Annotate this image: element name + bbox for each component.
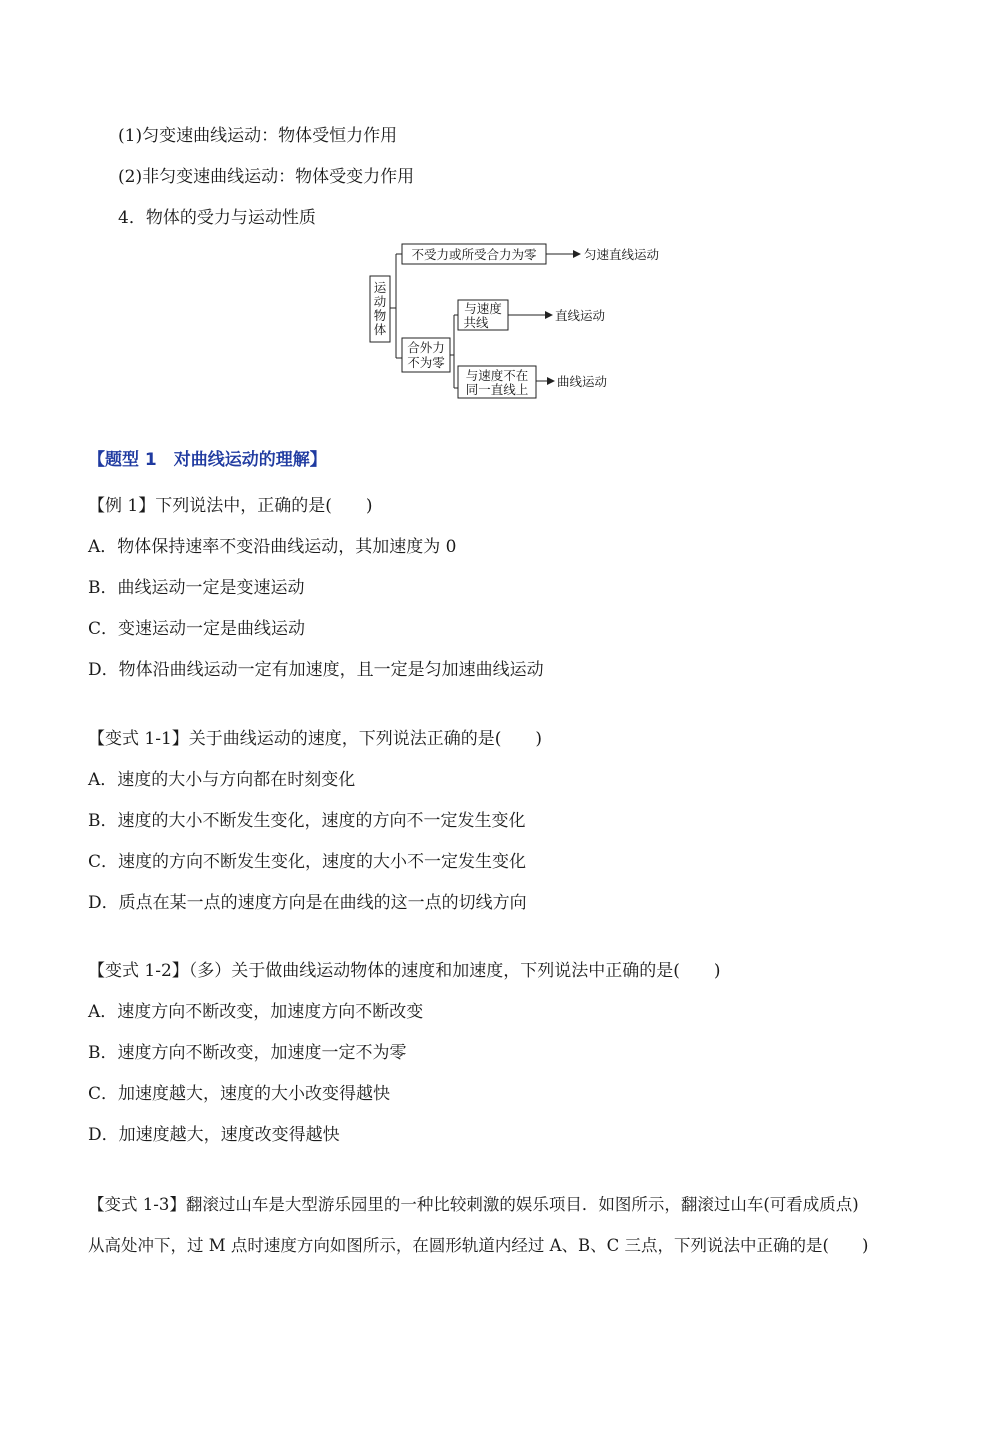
diagram-branch-nonzero-line-2: 不为零	[407, 355, 445, 370]
option-c: C．速度的方向不断发生变化，速度的大小不一定发生变化	[88, 852, 527, 872]
option-a: A．速度方向不断改变，加速度方向不断改变	[88, 1002, 424, 1022]
diagram-root-char-4: 体	[373, 322, 387, 337]
question-stem-variant-1-3-line-1: 【变式 1-3】翻滚过山车是大型游乐园里的一种比较刺激的娱乐项目．如图所示，翻滚过山车(可看成质点)	[88, 1195, 859, 1214]
intro-item-1: (1)匀变速曲线运动：物体受恒力作用	[118, 126, 398, 146]
diagram-branch-zero-label: 不受力或所受合力为零	[411, 247, 537, 262]
diagram-nonzero-connector	[450, 315, 458, 388]
diagram-root-char-1: 运	[373, 280, 387, 295]
diagram-branch-nonzero-line-1: 合外力	[407, 340, 445, 355]
option-c: C．加速度越大，速度的大小改变得越快	[88, 1084, 391, 1104]
diagram-result-straight: 直线运动	[555, 308, 606, 323]
diagram-sub-collinear-line-2: 共线	[463, 315, 489, 330]
diagram-result-curve: 曲线运动	[557, 374, 608, 389]
option-d: D．质点在某一点的速度方向是在曲线的这一点的切线方向	[88, 893, 527, 913]
option-b: B．曲线运动一定是变速运动	[88, 578, 305, 598]
question-stem-variant-1-1: 【变式 1-1】关于曲线运动的速度，下列说法正确的是( )	[88, 729, 543, 749]
question-stem-variant-1-2: 【变式 1-2】（多）关于做曲线运动物体的速度和加速度，下列说法中正确的是( )	[88, 961, 721, 981]
intro-item-2: (2)非匀变速曲线运动：物体受变力作用	[118, 167, 415, 187]
diagram-root-char-2: 动	[373, 294, 387, 309]
diagram-sub-collinear-line-1: 与速度	[464, 301, 502, 316]
question-stem-example-1: 【例 1】下列说法中，正确的是( )	[88, 496, 373, 516]
diagram-root-char-3: 物	[373, 308, 387, 323]
diagram-sub-noncollinear-line-2: 同一直线上	[465, 382, 529, 397]
option-d: D．加速度越大，速度改变得越快	[88, 1125, 340, 1145]
intro-item-3: 4．物体的受力与运动性质	[118, 208, 316, 228]
option-d: D．物体沿曲线运动一定有加速度，且一定是匀加速曲线运动	[88, 660, 544, 680]
force-motion-diagram	[368, 238, 678, 402]
question-stem-variant-1-3-line-2: 从高处冲下，过 M 点时速度方向如图所示，在圆形轨道内经过 A、B、C 三点，下列说法中正确的是( )	[88, 1236, 869, 1255]
option-a: A．物体保持速率不变沿曲线运动，其加速度为 0	[88, 537, 457, 557]
option-c: C．变速运动一定是曲线运动	[88, 619, 306, 639]
section-heading: 【题型 1 对曲线运动的理解】	[88, 450, 327, 470]
diagram-result-uniform: 匀速直线运动	[584, 247, 660, 262]
option-b: B．速度方向不断改变，加速度一定不为零	[88, 1043, 407, 1063]
option-a: A．速度的大小与方向都在时刻变化	[88, 770, 356, 790]
diagram-root-connector	[390, 254, 402, 358]
option-b: B．速度的大小不断发生变化，速度的方向不一定发生变化	[88, 811, 526, 831]
diagram-sub-noncollinear-line-1: 与速度不在	[465, 368, 529, 383]
